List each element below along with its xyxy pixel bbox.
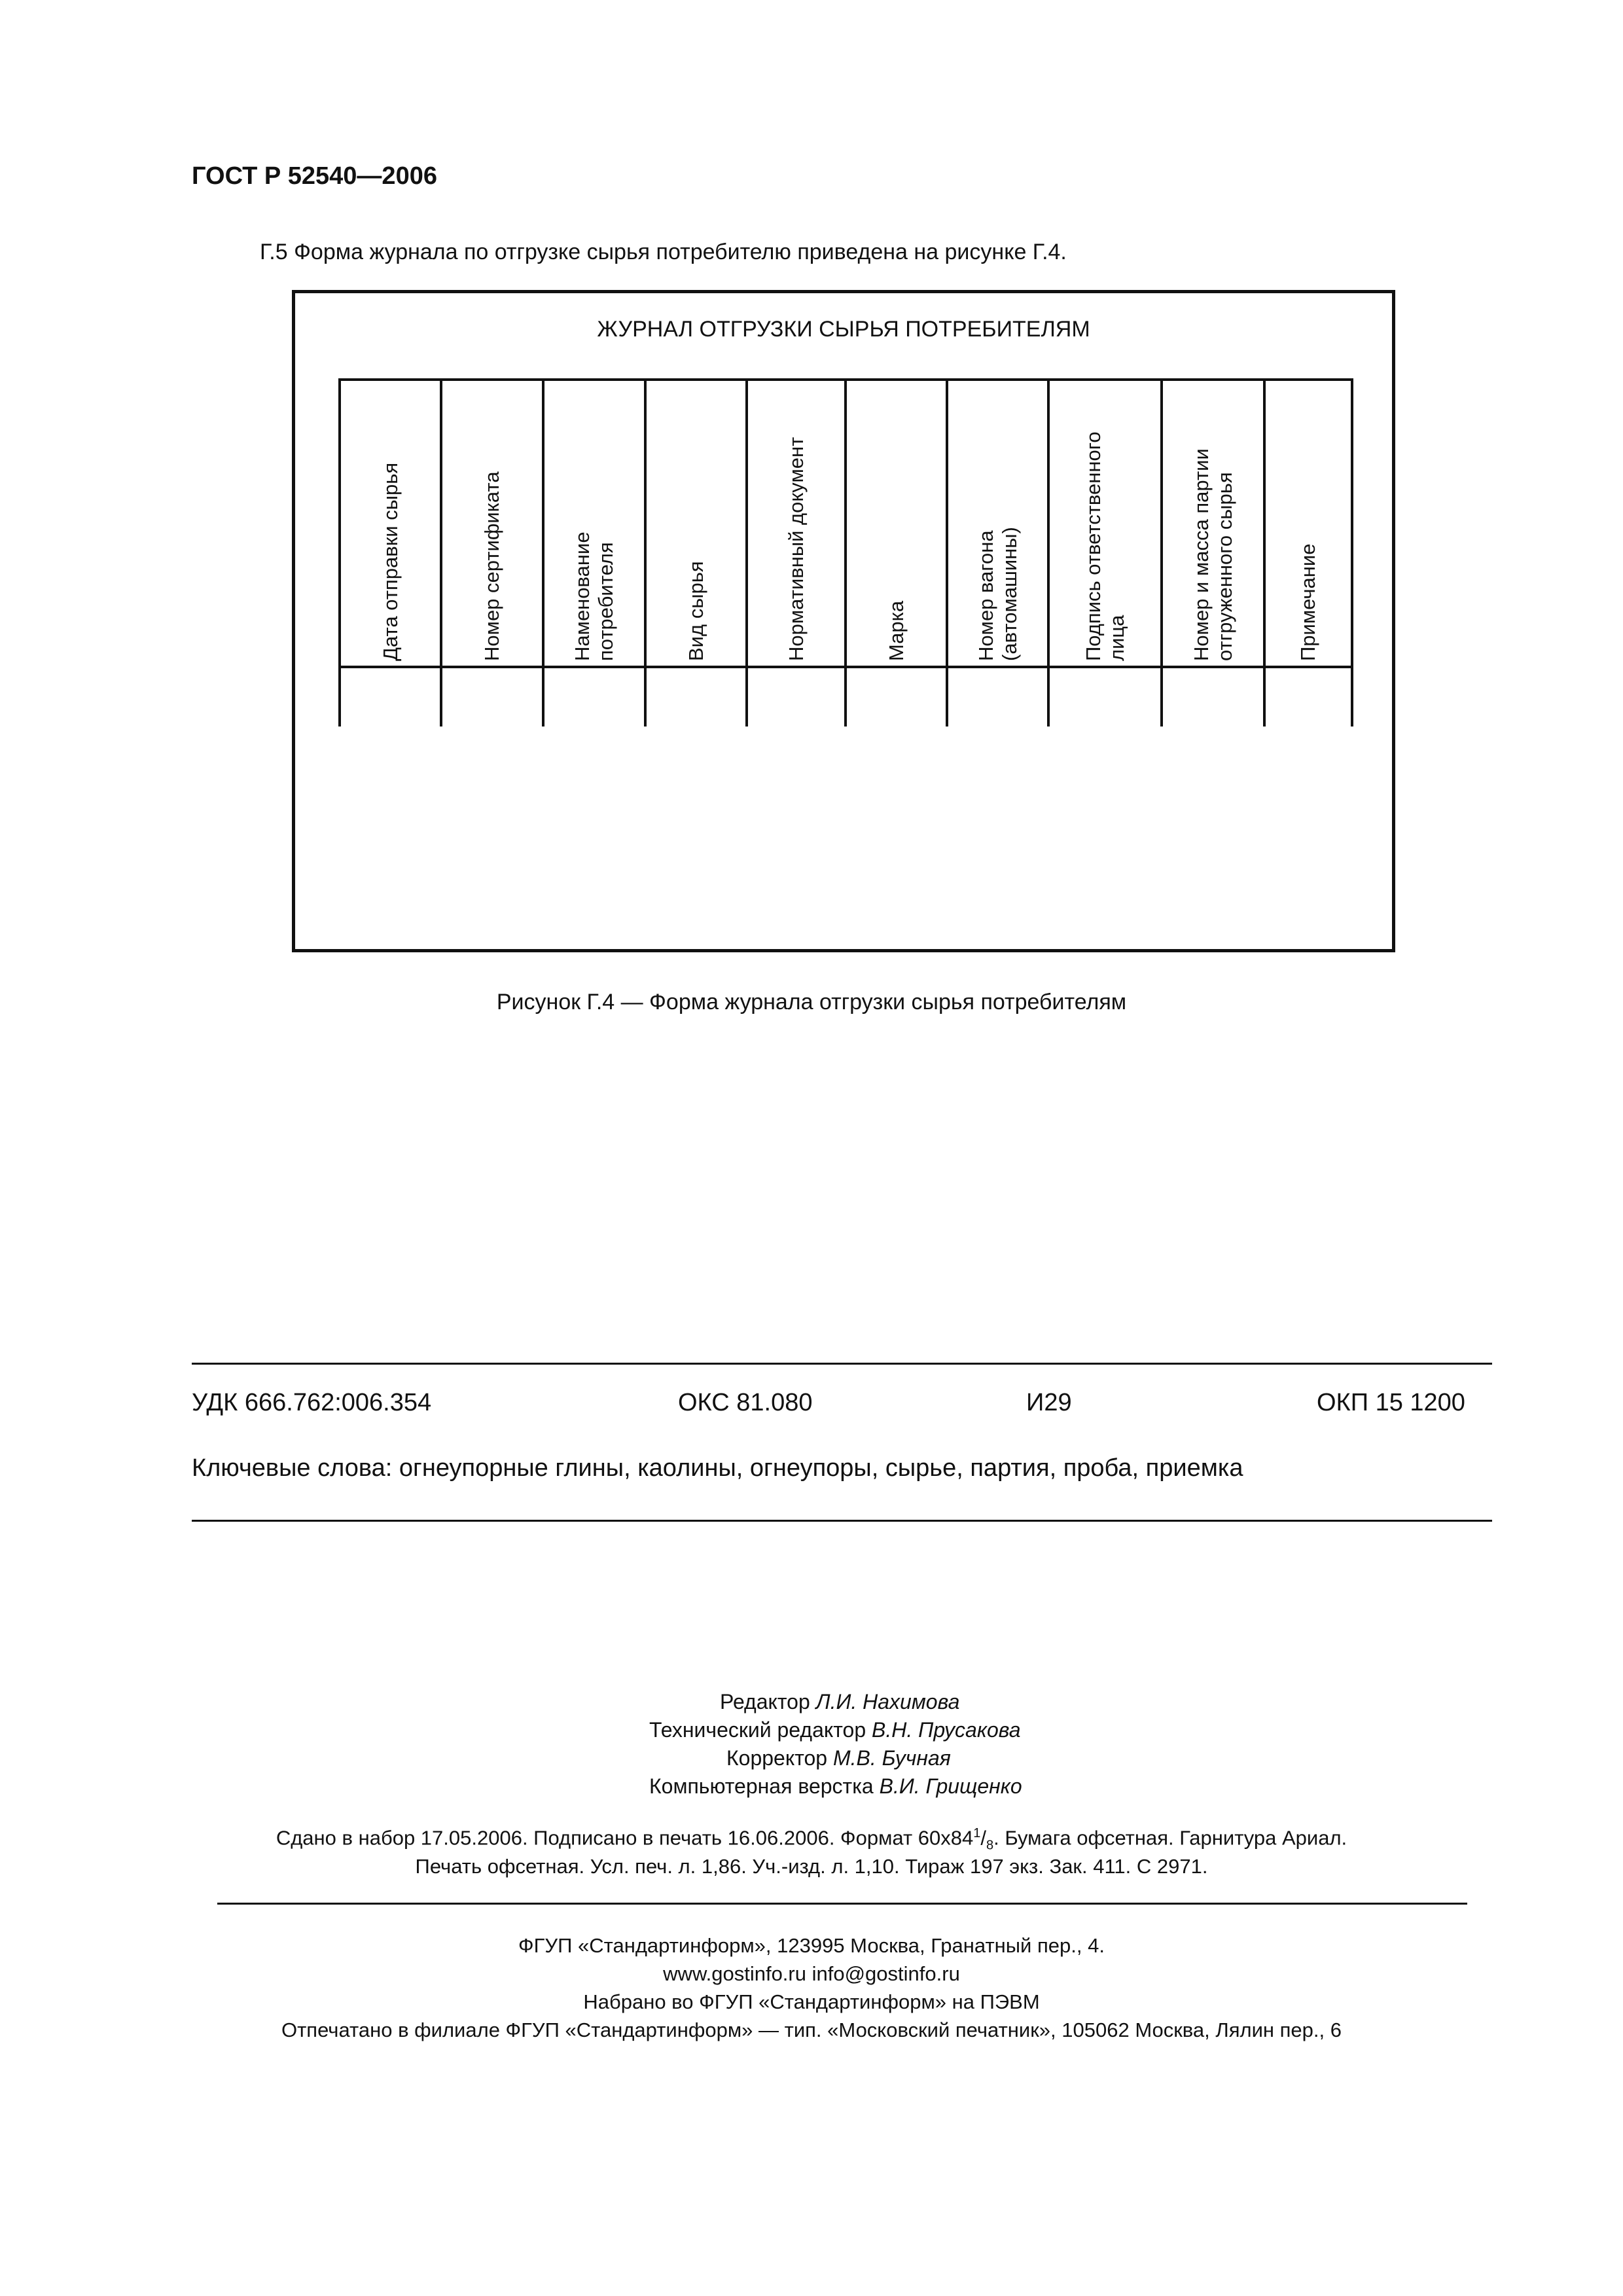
column-header xyxy=(442,381,542,666)
table-column-line xyxy=(338,378,341,726)
table-column-line xyxy=(946,378,948,726)
column-header xyxy=(544,381,644,666)
document-header: ГОСТ Р 52540—2006 xyxy=(192,162,437,190)
column-header-label: Номер и масса партии отгруженного сырья xyxy=(1189,448,1236,661)
oks-code: ОКС 81.080 xyxy=(678,1389,813,1416)
column-header xyxy=(748,381,844,666)
column-header-label: Подпись ответственного лица xyxy=(1081,431,1128,661)
footer-printed: Отпечатано в филиале ФГУП «Стандартинформ» — тип. «Московский печатник», 105062 Москва, Лялин пер., 6 xyxy=(281,2018,1342,2041)
figure-caption: Рисунок Г.4 — Форма журнала отгрузки сырья потребителям xyxy=(496,990,1127,1014)
okp-code: ОКП 15 1200 xyxy=(1317,1389,1465,1416)
intro-paragraph: Г.5 Форма журнала по отгрузке сырья потребителю приведена на рисунке Г.4. xyxy=(260,240,1067,264)
column-header-label: Наменование потребителя xyxy=(571,531,617,661)
column-header-label: Примечание xyxy=(1296,543,1319,661)
form-title: ЖУРНАЛ ОТГРУЗКИ СЫРЬЯ ПОТРЕБИТЕЛЯМ xyxy=(597,317,1090,342)
column-header-label: Номер вагона (автомашины) xyxy=(974,526,1021,661)
table-column-line xyxy=(644,378,647,726)
credit-tech-editor: Технический редактор В.Н. Прусакова xyxy=(649,1718,1021,1742)
udk-code: УДК 666.762:006.354 xyxy=(192,1389,432,1416)
column-header xyxy=(1266,381,1351,666)
footer-typeset: Набрано во ФГУП «Стандартинформ» на ПЭВМ xyxy=(583,1990,1040,2013)
column-header-label: Дата отправки сырья xyxy=(378,462,402,661)
divider-bottom xyxy=(192,1520,1492,1522)
journal-table xyxy=(338,378,1353,726)
column-header xyxy=(647,381,745,666)
keywords: Ключевые слова: огнеупорные глины, каолины, огнеупоры, сырье, партия, проба, приемка xyxy=(192,1454,1243,1482)
footer-publisher: ФГУП «Стандартинформ», 123995 Москва, Гранатный пер., 4. xyxy=(518,1934,1105,1957)
publication-line-2: Печать офсетная. Усл. печ. л. 1,86. Уч.-изд. л. 1,10. Тираж 197 экз. Зак. 411. С 2971. xyxy=(415,1855,1208,1878)
table-column-line xyxy=(440,378,442,726)
footer-links: www.gostinfo.ru info@gostinfo.ru xyxy=(663,1962,960,1985)
column-header xyxy=(948,381,1047,666)
column-header xyxy=(341,381,440,666)
table-column-line xyxy=(1351,378,1353,726)
column-header-label: Нормативный документ xyxy=(784,437,808,661)
i-code: И29 xyxy=(1026,1389,1072,1416)
credit-editor: Редактор Л.И. Нахимова xyxy=(720,1690,960,1713)
column-header xyxy=(847,381,946,666)
table-column-line xyxy=(844,378,847,726)
journal-form-figure xyxy=(292,290,1395,952)
table-column-line xyxy=(1160,378,1163,726)
credit-layout: Компьютерная верстка В.И. Грищенко xyxy=(649,1774,1022,1798)
column-header xyxy=(1050,381,1160,666)
column-header-label: Номер сертификата xyxy=(480,471,503,661)
table-column-line xyxy=(1047,378,1050,726)
column-header-label: Марка xyxy=(884,600,908,661)
divider-footer xyxy=(217,1903,1467,1905)
divider-top xyxy=(192,1363,1492,1365)
table-column-line xyxy=(1263,378,1266,726)
table-column-line xyxy=(542,378,544,726)
column-header xyxy=(1163,381,1263,666)
credit-proofreader: Корректор М.В. Бучная xyxy=(726,1746,951,1770)
table-column-line xyxy=(745,378,748,726)
publication-line-1: Сдано в набор 17.05.2006. Подписано в печать 16.06.2006. Формат $60х84^1/_8$. Бумага офсетная. Гарнитура Ариал. xyxy=(276,1826,1347,1853)
column-header-label: Вид сырья xyxy=(684,560,707,661)
